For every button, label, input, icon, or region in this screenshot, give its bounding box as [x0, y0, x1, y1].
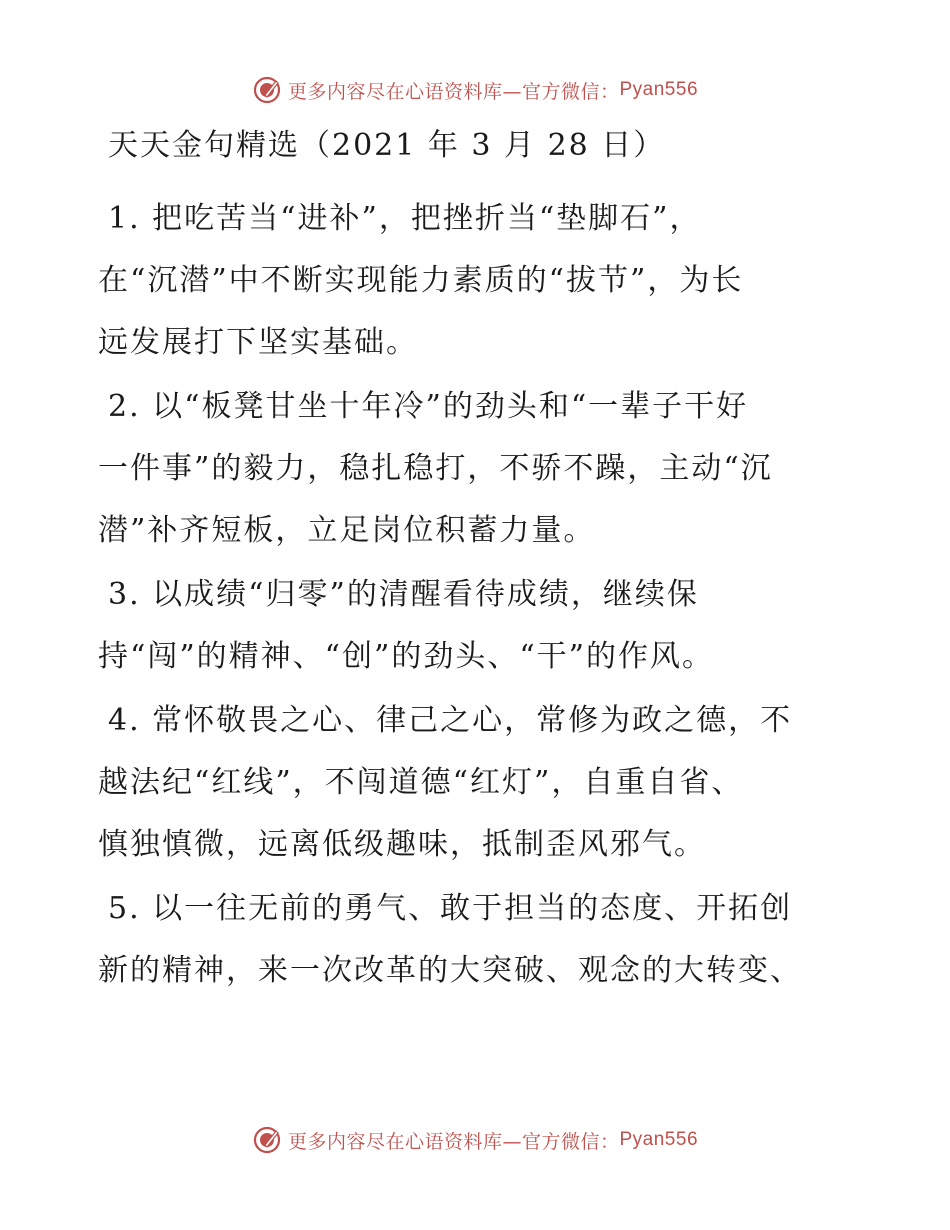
footer-watermark-text: 更多内容尽在心语资料库—官方微信：	[287, 1130, 620, 1153]
quote-paragraph-1	[98, 188, 858, 374]
pen-circle-icon	[252, 1125, 282, 1155]
paragraph-line: 持“闯”的精神、“创”的劲头、“干”的作风。	[98, 639, 715, 674]
paragraph-line: 4. 常怀敬畏之心、律己之心，常修为政之德，不	[108, 703, 793, 738]
header-watermark	[0, 70, 950, 110]
paragraph-line: 3. 以成绩“归零”的清醒看待成绩，继续保	[108, 577, 699, 612]
paragraph-line: 潜”补齐短板，立足岗位积蓄力量。	[98, 513, 596, 548]
quote-paragraph-4	[98, 690, 858, 876]
footer-wechat-id: Pyan556	[619, 1129, 699, 1150]
paragraph-line: 慎独慎微，远离低级趣味，抵制歪风邪气。	[98, 827, 706, 862]
quote-paragraph-2	[98, 376, 858, 562]
quote-paragraph-3	[98, 564, 858, 688]
quote-paragraph-5	[98, 878, 858, 1002]
paragraph-line: 1. 把吃苦当“进补”，把挫折当“垫脚石”，	[108, 201, 702, 236]
document-body	[98, 188, 858, 1004]
footer-watermark	[0, 1120, 950, 1160]
paragraph-line: 2. 以“板凳甘坐十年冷”的劲头和“一辈子干好	[108, 389, 749, 424]
header-watermark-text: 更多内容尽在心语资料库—官方微信：	[287, 80, 620, 103]
pen-circle-icon	[252, 75, 282, 105]
paragraph-line: 新的精神，来一次改革的大突破、观念的大转变、	[98, 953, 802, 988]
paragraph-line: 远发展打下坚实基础。	[98, 325, 418, 360]
paragraph-line: 越法纪“红线”，不闯道德“红灯”，自重自省、	[98, 765, 744, 800]
paragraph-line: 一件事”的毅力，稳扎稳打，不骄不躁，主动“沉	[98, 451, 773, 486]
document-title: 天天金句精选（2021 年 3 月 28 日）	[108, 128, 666, 163]
paragraph-line: 5. 以一往无前的勇气、敢于担当的态度、开拓创	[108, 891, 793, 926]
header-wechat-id: Pyan556	[619, 79, 699, 100]
paragraph-line: 在“沉潜”中不断实现能力素质的“拔节”，为长	[98, 263, 744, 298]
